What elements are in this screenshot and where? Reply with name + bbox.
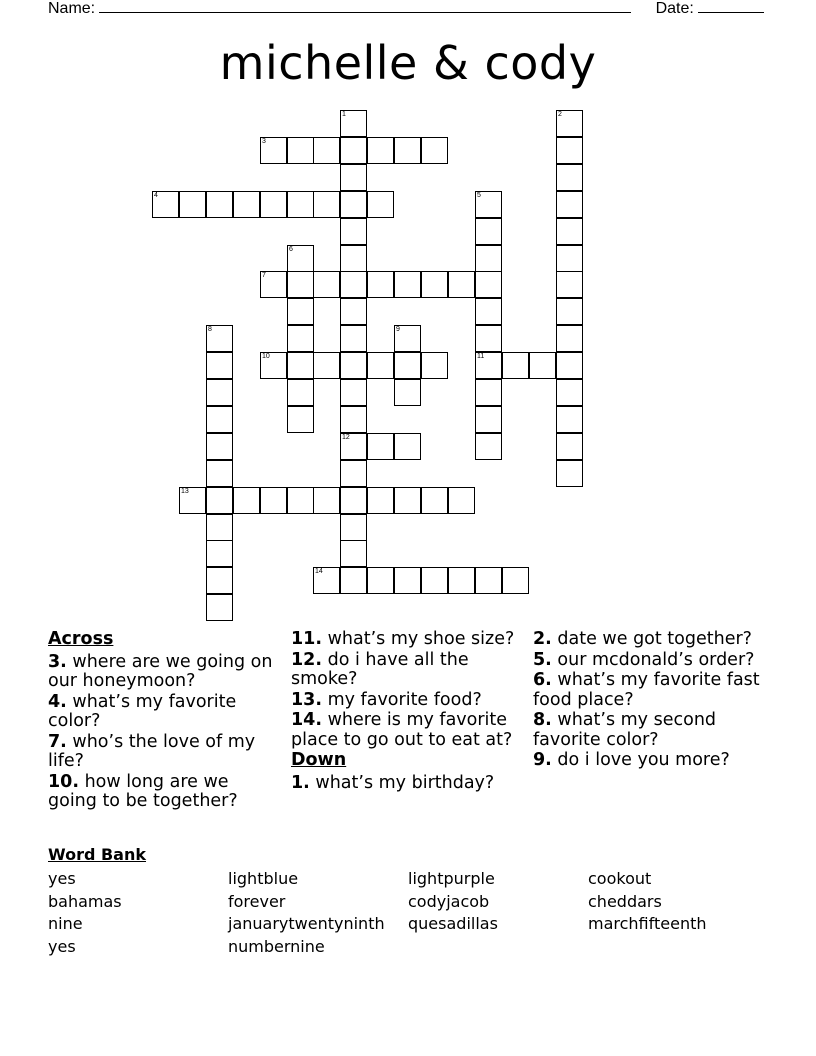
grid-cell[interactable]: [233, 191, 260, 218]
grid-cell[interactable]: [287, 191, 314, 218]
grid-cell[interactable]: [421, 487, 448, 514]
grid-cell[interactable]: [206, 594, 233, 621]
grid-cell[interactable]: [394, 352, 421, 379]
clue-number: 8: [208, 326, 212, 333]
grid-cell[interactable]: [367, 433, 394, 460]
word-bank-item: codyjacob: [408, 891, 490, 911]
grid-cell[interactable]: [556, 325, 583, 352]
grid-cell[interactable]: [394, 567, 421, 594]
grid-cell[interactable]: [556, 164, 583, 191]
clues-column-2: [291, 630, 527, 794]
grid-cell[interactable]: [367, 567, 394, 594]
grid-cell[interactable]: [340, 406, 367, 433]
grid-cell[interactable]: [287, 379, 314, 406]
grid-cell[interactable]: [556, 110, 583, 137]
grid-cell[interactable]: [448, 271, 475, 298]
across-heading: Across: [48, 629, 114, 649]
word-bank-item: lightblue: [228, 869, 299, 888]
grid-cell[interactable]: [475, 271, 502, 298]
clue-across-10: 10. how long are we going to be together?: [48, 771, 238, 811]
grid-cell[interactable]: [367, 271, 394, 298]
grid-cell[interactable]: [421, 567, 448, 594]
grid-cell[interactable]: [340, 110, 367, 137]
grid-cell[interactable]: [556, 352, 583, 379]
grid-cell[interactable]: [179, 487, 206, 514]
grid-cell[interactable]: [340, 137, 367, 164]
clue-down-1: 1. what’s my birthday?: [291, 772, 495, 793]
clue-number: 14: [315, 568, 323, 575]
clue-number: 1: [342, 111, 346, 118]
grid-cell[interactable]: [340, 433, 367, 460]
grid-cell[interactable]: [421, 352, 448, 379]
word-bank-item: lightpurple: [408, 869, 495, 888]
grid-cell[interactable]: [556, 433, 583, 460]
grid-cell[interactable]: [556, 379, 583, 406]
clue-across-4: 4. what’s my favorite color?: [48, 691, 237, 731]
clue-across-12: 12. do i have all the smoke?: [291, 649, 469, 689]
grid-cell[interactable]: [367, 191, 394, 218]
grid-cell[interactable]: [313, 191, 340, 218]
grid-cell[interactable]: [287, 406, 314, 433]
grid-cell[interactable]: [340, 487, 367, 514]
grid-cell[interactable]: [206, 352, 233, 379]
grid-cell[interactable]: [287, 245, 314, 272]
grid-cell[interactable]: [367, 137, 394, 164]
grid-cell[interactable]: [287, 271, 314, 298]
clue-across-11: 11. what’s my shoe size?: [291, 629, 515, 649]
word-bank-item: quesadillas: [408, 914, 498, 934]
grid-cell[interactable]: [556, 191, 583, 218]
grid-cell[interactable]: [340, 460, 367, 487]
grid-cell[interactable]: [313, 487, 340, 514]
down-heading: Down: [291, 750, 347, 770]
grid-cell[interactable]: [367, 487, 394, 514]
grid-cell[interactable]: [394, 325, 421, 352]
grid-cell[interactable]: [340, 164, 367, 191]
grid-cell[interactable]: [502, 352, 529, 379]
grid-cell[interactable]: [475, 325, 502, 352]
clue-number: 10: [262, 353, 270, 360]
grid-cell[interactable]: [206, 325, 233, 352]
grid-cell[interactable]: [394, 433, 421, 460]
grid-cell[interactable]: [206, 487, 233, 514]
grid-cell[interactable]: [287, 298, 314, 325]
grid-cell[interactable]: [475, 191, 502, 218]
grid-cell[interactable]: [287, 325, 314, 352]
word-bank-item: marchfifteenth: [588, 914, 707, 934]
grid-cell[interactable]: [260, 271, 287, 298]
clue-number: 6: [289, 246, 293, 253]
grid-cell[interactable]: [367, 352, 394, 379]
grid-cell[interactable]: [340, 567, 367, 594]
grid-cell[interactable]: [340, 245, 367, 272]
clue-number: 5: [477, 192, 481, 199]
grid-cell[interactable]: [260, 137, 287, 164]
grid-cell[interactable]: [421, 271, 448, 298]
clue-down-8: 8. what’s my second favorite color?: [533, 710, 717, 750]
word-bank-item: nine: [48, 914, 83, 934]
word-bank-item: numbernine: [228, 937, 325, 957]
clue-down-9: 9. do i love you more?: [533, 750, 730, 770]
word-bank-title: Word Bank: [48, 845, 147, 864]
grid-cell[interactable]: [421, 137, 448, 164]
grid-cell[interactable]: [206, 191, 233, 218]
grid-cell[interactable]: [152, 191, 179, 218]
clue-down-6: 6. what’s my favorite fast food place?: [533, 670, 760, 710]
clue-number: 12: [342, 434, 350, 441]
grid-cell[interactable]: [179, 191, 206, 218]
word-bank-item: bahamas: [48, 891, 122, 911]
grid-cell[interactable]: [206, 514, 233, 541]
grid-cell[interactable]: [313, 137, 340, 164]
grid-cell[interactable]: [475, 379, 502, 406]
grid-cell[interactable]: [340, 325, 367, 352]
grid-cell[interactable]: [475, 298, 502, 325]
grid-cell[interactable]: [206, 460, 233, 487]
grid-cell[interactable]: [475, 433, 502, 460]
grid-cell[interactable]: [340, 514, 367, 541]
grid-cell[interactable]: [475, 567, 502, 594]
grid-cell[interactable]: [206, 433, 233, 460]
word-bank-item: januarytwentyninth: [228, 914, 385, 934]
name-label: Name:: [48, 0, 96, 17]
grid-cell[interactable]: [340, 352, 367, 379]
clue-down-2: 2. date we got together?: [533, 629, 752, 649]
clue-number: 11: [477, 353, 485, 360]
grid-cell[interactable]: [340, 379, 367, 406]
grid-cell[interactable]: [340, 298, 367, 325]
grid-cell[interactable]: [475, 245, 502, 272]
clue-across-13: 13. my favorite food?: [291, 689, 482, 710]
grid-cell[interactable]: [448, 567, 475, 594]
grid-cell[interactable]: [206, 540, 233, 567]
clues-column-1: [48, 630, 276, 813]
grid-cell[interactable]: [502, 567, 529, 594]
clue-number: 13: [181, 488, 189, 495]
clue-number: 3: [262, 138, 266, 145]
grid-cell[interactable]: [287, 137, 314, 164]
grid-cell[interactable]: [556, 271, 583, 298]
grid-cell[interactable]: [313, 352, 340, 379]
grid-cell[interactable]: [556, 406, 583, 433]
clue-number: 4: [154, 192, 158, 199]
grid-cell[interactable]: [475, 218, 502, 245]
grid-cell[interactable]: [394, 271, 421, 298]
grid-cell[interactable]: [287, 487, 314, 514]
clues-column-3: [533, 630, 763, 772]
grid-cell[interactable]: [394, 379, 421, 406]
grid-cell[interactable]: [475, 352, 502, 379]
grid-cell[interactable]: [556, 245, 583, 272]
grid-cell[interactable]: [340, 191, 367, 218]
grid-cell[interactable]: [394, 487, 421, 514]
grid-cell[interactable]: [556, 460, 583, 487]
grid-cell[interactable]: [448, 487, 475, 514]
clue-number: 9: [396, 326, 400, 333]
grid-cell[interactable]: [313, 567, 340, 594]
grid-cell[interactable]: [556, 218, 583, 245]
word-bank-item: cheddars: [588, 891, 662, 911]
grid-cell[interactable]: [340, 218, 367, 245]
grid-cell[interactable]: [340, 540, 367, 567]
date-label: Date:: [655, 0, 694, 17]
grid-cell[interactable]: [529, 352, 556, 379]
word-bank-item: cookout: [588, 869, 652, 888]
clue-number: 2: [558, 111, 562, 118]
clue-across-3: 3. where are we going on our honeymoon?: [48, 651, 273, 691]
puzzle-title: michelle & cody: [219, 36, 597, 90]
word-bank-item: forever: [228, 891, 286, 911]
grid-cell[interactable]: [206, 379, 233, 406]
grid-cell[interactable]: [287, 352, 314, 379]
clue-down-5: 5. our mcdonald’s order?: [533, 649, 755, 670]
clue-number: 7: [262, 272, 266, 279]
grid-cell[interactable]: [556, 137, 583, 164]
grid-cell[interactable]: [206, 406, 233, 433]
clue-across-7: 7. who’s the love of my life?: [48, 731, 256, 771]
word-bank-item: yes: [48, 937, 76, 957]
grid-cell[interactable]: [260, 487, 287, 514]
grid-cell[interactable]: [260, 352, 287, 379]
clue-across-14: 14. where is my favorite place to go out to eat at?: [291, 710, 513, 750]
grid-cell[interactable]: [313, 271, 340, 298]
grid-cell[interactable]: [340, 271, 367, 298]
grid-cell[interactable]: [475, 406, 502, 433]
grid-cell[interactable]: [260, 191, 287, 218]
word-bank: [48, 868, 768, 959]
grid-cell[interactable]: [394, 137, 421, 164]
grid-cell[interactable]: [206, 567, 233, 594]
grid-cell[interactable]: [556, 298, 583, 325]
word-bank-item: yes: [48, 869, 76, 888]
grid-cell[interactable]: [233, 487, 260, 514]
